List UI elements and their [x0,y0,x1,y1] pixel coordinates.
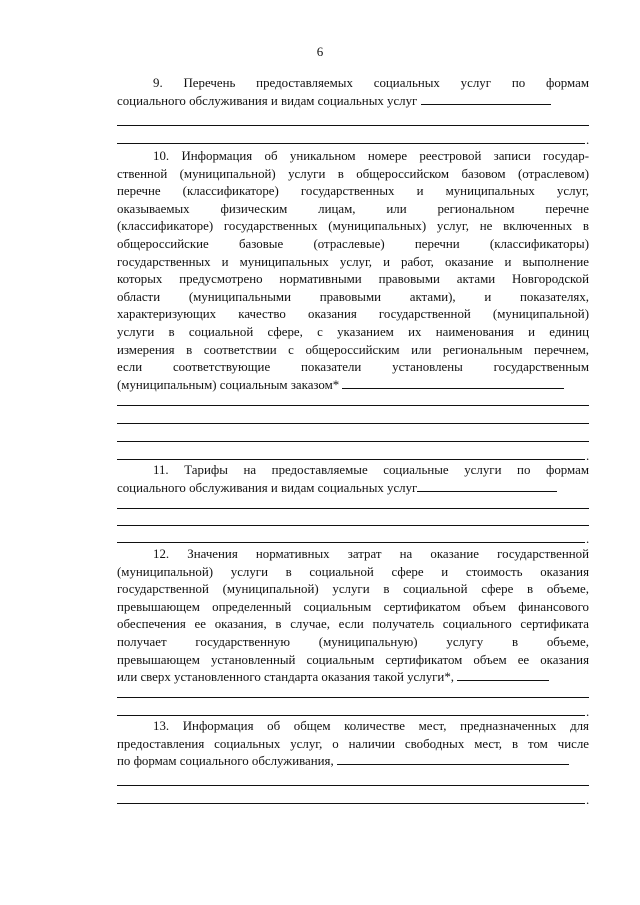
section-10-line: (муниципальным) социальным заказом* [117,377,589,395]
section-10-line: (классификаторе) государственных (муниципальных) услуг, не включенных в [117,219,589,234]
blank-line[interactable] [117,803,585,804]
end-mark: . [586,793,590,807]
blank-field[interactable] [457,669,549,681]
blank-field[interactable] [421,93,551,105]
section-10-line: государственных и муниципальных услуг, и работ, оказание и выполнение [117,254,589,269]
blank-line[interactable] [117,508,589,509]
section-12-line: или сверх установленного стандарта оказания такой услуги*, [117,669,589,687]
section-11 [117,462,589,497]
section-10-line: оказываемых физическим лицам, или региональном перечне [117,201,589,216]
section-10-line: характеризующих качество оказания государственной (муниципальной) [117,307,589,322]
section-10-line: измерения в соответствии с общероссийским или региональным перечнем, [117,342,589,357]
section-13-line: 13. Информация об общем количестве мест, предназначенных для [153,719,589,733]
blank-line[interactable] [117,785,589,786]
section-11-line: 11. Тарифы на предоставляемые социальные услуги по формам [153,463,589,477]
blank-line[interactable] [117,459,585,460]
end-mark: . [586,705,590,719]
section-13 [117,718,589,771]
section-12-line: превышающем определенный социальным сертификатом объем финансового [117,599,589,614]
section-10-line: перечне (классификаторе) государственных и муниципальных услуг, [117,184,589,199]
section-13-line: по формам социального обслуживания, [117,753,589,771]
section-10-line: общероссийские базовые (отраслевые) перечни (классификаторы) [117,236,589,251]
section-12-line: превышающем установленный социальным сертификатом объем ее оказания [117,652,589,667]
blank-line[interactable] [117,441,589,442]
section-11-line: социального обслуживания и видам социальных услуг [117,480,589,498]
section-10-line: услуги в социальной сфере, с указанием их наименования и единиц [117,324,589,339]
blank-field[interactable] [342,377,564,389]
section-9 [117,75,589,110]
section-12-line: государственной (муниципальной) услуги в социальной сфере в объеме, [117,582,589,597]
end-mark: . [586,133,590,147]
end-mark: . [586,449,590,463]
section-10-line: если соответствующие показатели установлены государственным [117,360,589,375]
blank-line[interactable] [117,525,589,526]
blank-line[interactable] [117,715,585,716]
section-9-line: социального обслуживания и видам социальных услуг [117,93,589,111]
section-12-line: обеспечения ее оказания, в случае, если получатель социального сертификата [117,617,589,632]
section-10 [117,148,589,394]
blank-line[interactable] [117,423,589,424]
blank-line[interactable] [117,125,589,126]
blank-line[interactable] [117,542,585,543]
section-9-line: 9. Перечень предоставляемых социальных услуг по формам [153,76,589,90]
section-12-line: 12. Значения нормативных затрат на оказание государственной [153,547,589,561]
blank-line[interactable] [117,143,585,144]
blank-field[interactable] [337,753,569,765]
blank-line[interactable] [117,405,589,406]
blank-line[interactable] [117,697,589,698]
page-number: 6 [316,44,324,59]
section-12 [117,546,589,687]
blank-field[interactable] [417,480,557,492]
section-10-line: 10. Информация об уникальном номере реестровой записи государ- [153,149,589,163]
section-13-line: предоставления социальных услуг, о наличии свободных мест, в том числе [117,736,589,751]
section-12-line: получает государственную (муниципальную) услугу в объеме, [117,634,589,649]
section-10-line: ственной (муниципальной) услуги в общероссийском базовом (отраслевом) [117,166,589,181]
section-10-line: области (муниципальными правовыми актами), и показателях, [117,289,589,304]
section-10-line: которых предусмотрено нормативными правовыми актами Новгородской [117,272,589,287]
end-mark: . [586,532,590,546]
section-12-line: (муниципальной) услуги в социальной сфере и стоимость оказания [117,564,589,579]
